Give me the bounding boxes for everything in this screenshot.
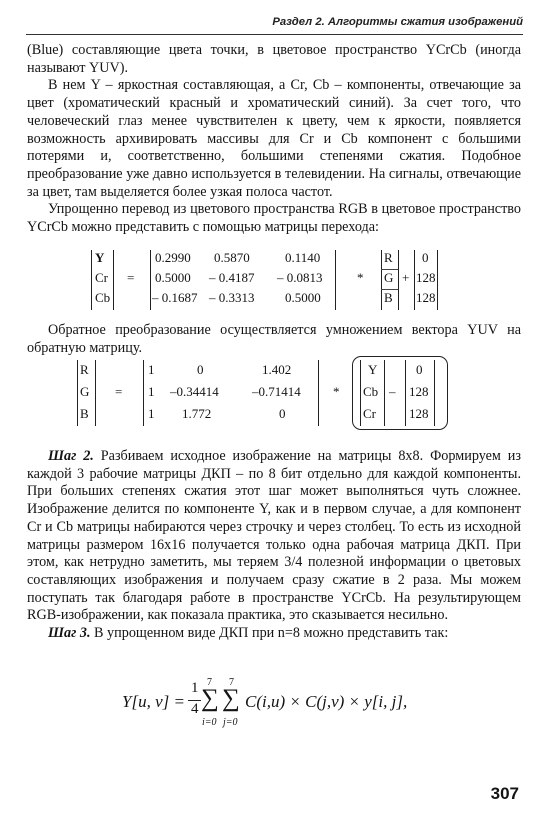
running-header-title: Раздел 2. Алгоритмы сжатия изображений xyxy=(272,16,523,28)
lhs-cb: Cb xyxy=(95,290,111,305)
offset-cell: 128 xyxy=(416,270,436,285)
formula-lhs: Y[u, v] = xyxy=(122,692,185,711)
paragraph-2: В нем Y – яркостная составляющая, а Cr, Cb – компоненты, отвечающие за цвет (хроматический красный и хроматический синий). За счет того, что человеческий глаз менее чувствителен к цвету, чем к яркости, появляется возможность архивировать массивы для Cr и Cb компонент с большими потерями и, соответственно, большими степенями сжатия. Подобное преобразование уже давно используется в телевидении. На сигналы, отвечающие за цвет, там выделяется более узкая полоса частот. xyxy=(27,77,521,200)
multiply-sign: * xyxy=(333,384,340,399)
m2-cell: 1 xyxy=(148,406,155,421)
dct-formula xyxy=(0,677,557,740)
m1-cell: 0.2990 xyxy=(155,250,191,265)
m1-cell: – 0.4187 xyxy=(209,270,255,285)
m1-cell: 0.5870 xyxy=(214,250,250,265)
offset-cell: 0 xyxy=(416,362,423,377)
inverse-transform-matrix xyxy=(0,360,557,430)
equals-sign: = xyxy=(115,384,123,399)
text-block-top xyxy=(27,42,521,237)
header-rule xyxy=(26,34,523,35)
sum-j-upper: 7 xyxy=(229,677,234,688)
paragraph-1: (Blue) составляющие цвета точки, в цветовое пространство YCrCb (иногда называют YUV). xyxy=(27,42,521,76)
sum-i-upper: 7 xyxy=(207,677,212,688)
lhs-cr: Cr xyxy=(95,270,108,285)
offset-cell: 128 xyxy=(416,290,436,305)
equals-sign: = xyxy=(127,270,135,285)
vec-g: G xyxy=(384,270,394,285)
paragraph-3: Упрощенно перевод из цветового пространства RGB в цветовое пространство YCrCb можно представить с помощью матрицы перехода: xyxy=(27,201,521,236)
vec-b: B xyxy=(384,290,393,305)
lhs-r: R xyxy=(80,362,89,377)
step-3-text: В упрощенном виде ДКП при n=8 можно представить так: xyxy=(90,625,449,642)
sigma-i: ∑ xyxy=(201,685,219,712)
m1-cell: 0.5000 xyxy=(285,290,321,305)
m1-cell: – 0.3313 xyxy=(209,290,255,305)
m2-cell: 0 xyxy=(279,406,286,421)
running-header xyxy=(26,8,523,34)
paragraph-step-3 xyxy=(27,625,521,643)
m1-cell: 0.5000 xyxy=(155,270,191,285)
m1-cell: 0.1140 xyxy=(285,250,321,265)
m2-cell: 0 xyxy=(197,362,204,377)
m1-cell: – 0.1687 xyxy=(152,290,198,305)
offset-cell: 128 xyxy=(409,384,429,399)
lhs-y: Y xyxy=(95,250,105,265)
lhs-b: B xyxy=(80,406,89,421)
m2-cell: –0.71414 xyxy=(252,384,301,399)
m2-cell: 1 xyxy=(148,362,155,377)
fraction-numerator: 1 xyxy=(191,680,199,696)
paragraph-step-2 xyxy=(27,448,521,625)
vec-y: Y xyxy=(368,362,378,377)
formula-body: C(i,u) × C(j,v) × y[i, j], xyxy=(245,692,408,711)
minus-sign: – xyxy=(389,384,396,399)
paragraph-4: Обратное преобразование осуществляется умножением вектора YUV на обратную матрицу. xyxy=(27,322,521,356)
sum-j-lower: j=0 xyxy=(223,717,238,728)
text-block-steps xyxy=(27,448,521,643)
plus-sign: + xyxy=(402,270,410,285)
m2-cell: 1 xyxy=(148,384,155,399)
sum-i-lower: i=0 xyxy=(202,717,217,728)
step-2-text: Разбиваем исходное изображение на матрицы 8x8. Формируем из каждой 3 рабочие матрицы ДКП – по 8 бит отдельно для каждой компоненты. При больших степенях сжатия этот шаг может выполняться чуть сложнее. Изображение делится по компоненте Y, как и в первом случае, а для компонент Cr и Cb матрицы набираются через строчку и через столбец. То есть из исходной матрицы размером 16x16 получается только одна рабочая матрица ДКП. При этом, как нетрудно заметить, мы теряем 3/4 полезной информации о цветовых составляющих изображения и получаем сразу сжатие в 2 раза. Мы можем поступать так благодаря работе в пространстве YCrCb. На результирующем RGB-изображении, как показала практика, это сказывается несильно. xyxy=(27,448,522,624)
multiply-sign: * xyxy=(357,270,364,285)
page-number: 307 xyxy=(490,784,519,803)
m2-cell: –0.34414 xyxy=(170,384,219,399)
m2-cell: 1.772 xyxy=(182,406,212,421)
m2-cell: 1.402 xyxy=(262,362,292,377)
vec-cb: Cb xyxy=(363,384,379,399)
step-2-label: Шаг 2. xyxy=(48,448,94,464)
step-3-label: Шаг 3. xyxy=(48,625,91,642)
m1-cell: – 0.0813 xyxy=(277,270,323,285)
offset-cell: 0 xyxy=(422,250,429,265)
lhs-g: G xyxy=(80,384,90,399)
vec-r: R xyxy=(384,250,393,265)
vec-cr: Cr xyxy=(363,406,376,421)
sigma-j: ∑ xyxy=(222,685,240,712)
fraction-denominator: 4 xyxy=(191,701,199,717)
offset-cell: 128 xyxy=(409,406,429,421)
forward-transform-matrix xyxy=(0,250,557,312)
text-block-inverse xyxy=(27,322,521,357)
